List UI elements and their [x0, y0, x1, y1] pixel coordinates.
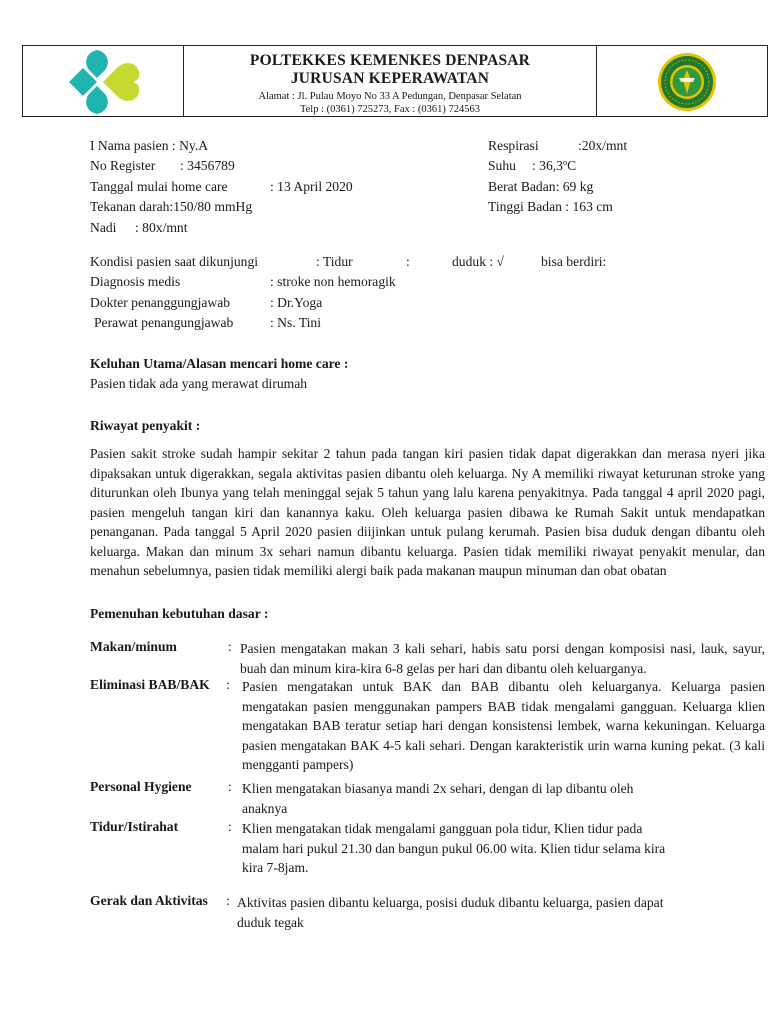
need-text-sleep: Klien mengatakan tidak mengalami gangguan pola tidur, Klien tidur pada malam hari pukul 21.30 dan bangun pukul 06.00 wita. Klien tidur selama kira kira 7-8jam. [242, 821, 666, 875]
diagnosis-label: Diagnosis medis [90, 274, 181, 289]
temperature-label: Suhu [488, 158, 516, 173]
history-text: Pasien sakit stroke sudah hampir sekitar 2 tahun pada tangan kiri pasien tidak dapat digerakkan dan merasa nyeri jika dipaksakan untuk digerakkan, segala aktivitas pasien dibantu oleh keluarga. Ny A memiliki riwayat keturunan stroke yang diturunkan oleh Ibunya yang telah meninggal sejak 5 tahun yang lalu karena penyakitnya. Pada tanggal 4 april 2020 pagi, pasien mengeluh tangan kiri dan kanannya kaku. Oleh keluarga pasien dibawa ke Rumah Sakit untuk mendapatkan penanganan. Pada tanggal 5 April 2020 pasien diijinkan untuk pulang kerumah. Pasien bisa duduk dengan dibantu oleh keluarga. Makan dan minum 3x sehari namun dibantu keluarga. Pasien tidak memiliki riwayat penyakit menular, dan menahun sebelumnya, pasien tidak memiliki alergi baik pada makanan maupun minuman dan obat obatan [90, 446, 765, 578]
history-heading: Riwayat penyakit : [90, 418, 201, 433]
phone-line: Telp : (0361) 725273, Fax : (0361) 724563 [299, 104, 481, 115]
need-colon-hygiene: : [228, 779, 232, 794]
need-colon-sleep: : [228, 819, 232, 834]
need-label-hygiene: Personal Hygiene [90, 779, 192, 794]
register-label: No Register [90, 158, 156, 173]
need-colon-activity: : [226, 893, 230, 908]
need-colon-eating: : [228, 639, 232, 654]
respiration-value: :20x/mnt [578, 138, 628, 153]
complaint-heading: Keluhan Utama/Alasan mencari home care : [90, 356, 349, 371]
nurse-value: : Ns. Tini [270, 315, 322, 330]
patient-name: I Nama pasien : Ny.A [90, 138, 209, 153]
register-value: : 3456789 [180, 158, 235, 173]
diagnosis-value: : stroke non hemoragik [270, 274, 396, 289]
need-text-eating: Pasien mengatakan makan 3 kali sehari, habis satu porsi dengan komposisi nasi, lauk, sayur, buah dan minum kira-kira 6-8 gelas per hari dan dibantu oleh keluarganya. [240, 641, 765, 676]
need-text-hygiene: Klien mengatakan biasanya mandi 2x sehari, dengan di lap dibantu oleh anaknya [242, 781, 634, 816]
department-name: JURUSAN KEPERAWATAN [290, 70, 490, 87]
letterhead-title [183, 52, 597, 88]
doctor-label: Dokter penanggungjawab [90, 295, 231, 310]
need-label-elimination: Eliminasi BAB/BAK [90, 677, 210, 692]
kemenkes-logo-icon [63, 48, 153, 116]
sit-option: duduk : √ [452, 254, 505, 269]
need-text-elimination: Pasien mengatakan untuk BAK dan BAB dibantu oleh keluarganya. Keluarga pasien mengatakan pasien menggunakan pampers BAB tidak mengalami gangguan. Keluarga klien mengatakan BAB teratur setiap hari dengan konsistensi lembek, warna kekuningan. Keluarga pasien mengatakan BAK 4-5 kali sehari. Dengan karakteristik urin warna kuning pekat. (3 kali mengganti pampers) [242, 679, 765, 772]
blood-pressure: Tekanan darah:150/80 mmHg [90, 199, 253, 214]
sleep-colon: : [406, 254, 410, 269]
letterhead [22, 45, 768, 117]
need-label-activity: Gerak dan Aktivitas [90, 893, 208, 908]
sleep-option: : Tidur [316, 254, 353, 269]
need-colon-elimination: : [226, 677, 230, 692]
start-date-value: : 13 April 2020 [270, 179, 353, 194]
pulse-value: : 80x/mnt [135, 220, 188, 235]
need-label-sleep: Tidur/Istirahat [90, 819, 179, 834]
nurse-label: Perawat penangungjawab [94, 315, 234, 330]
pulse-label: Nadi [90, 220, 117, 235]
need-text-activity: Aktivitas pasien dibantu keluarga, posisi duduk dibantu keluarga, pasien dapat duduk tegak [237, 895, 664, 930]
complaint-text: Pasien tidak ada yang merawat dirumah [90, 376, 308, 391]
temperature-value: : 36,3ºC [532, 158, 577, 173]
address-line: Alamat : Jl. Pulau Moyo No 33 A Pedungan, Denpasar Selatan [258, 91, 522, 102]
institution-name: POLTEKKES KEMENKES DENPASAR [249, 52, 531, 69]
respiration-label: Respirasi [488, 138, 539, 153]
condition-label: Kondisi pasien saat dikunjungi [90, 254, 259, 269]
need-label-eating: Makan/minum [90, 639, 177, 654]
needs-heading: Pemenuhan kebutuhan dasar : [90, 606, 269, 621]
letterhead-contact [183, 90, 597, 116]
doctor-value: : Dr.Yoga [270, 295, 323, 310]
height: Tinggi Badan : 163 cm [488, 199, 613, 214]
poltekkes-emblem-icon [657, 52, 717, 112]
logo-cell-left [23, 46, 184, 116]
logo-cell-right [596, 46, 767, 116]
weight: Berat Badan: 69 kg [488, 179, 594, 194]
stand-option: bisa berdiri: [541, 254, 607, 269]
start-date-label: Tanggal mulai home care [90, 179, 228, 194]
